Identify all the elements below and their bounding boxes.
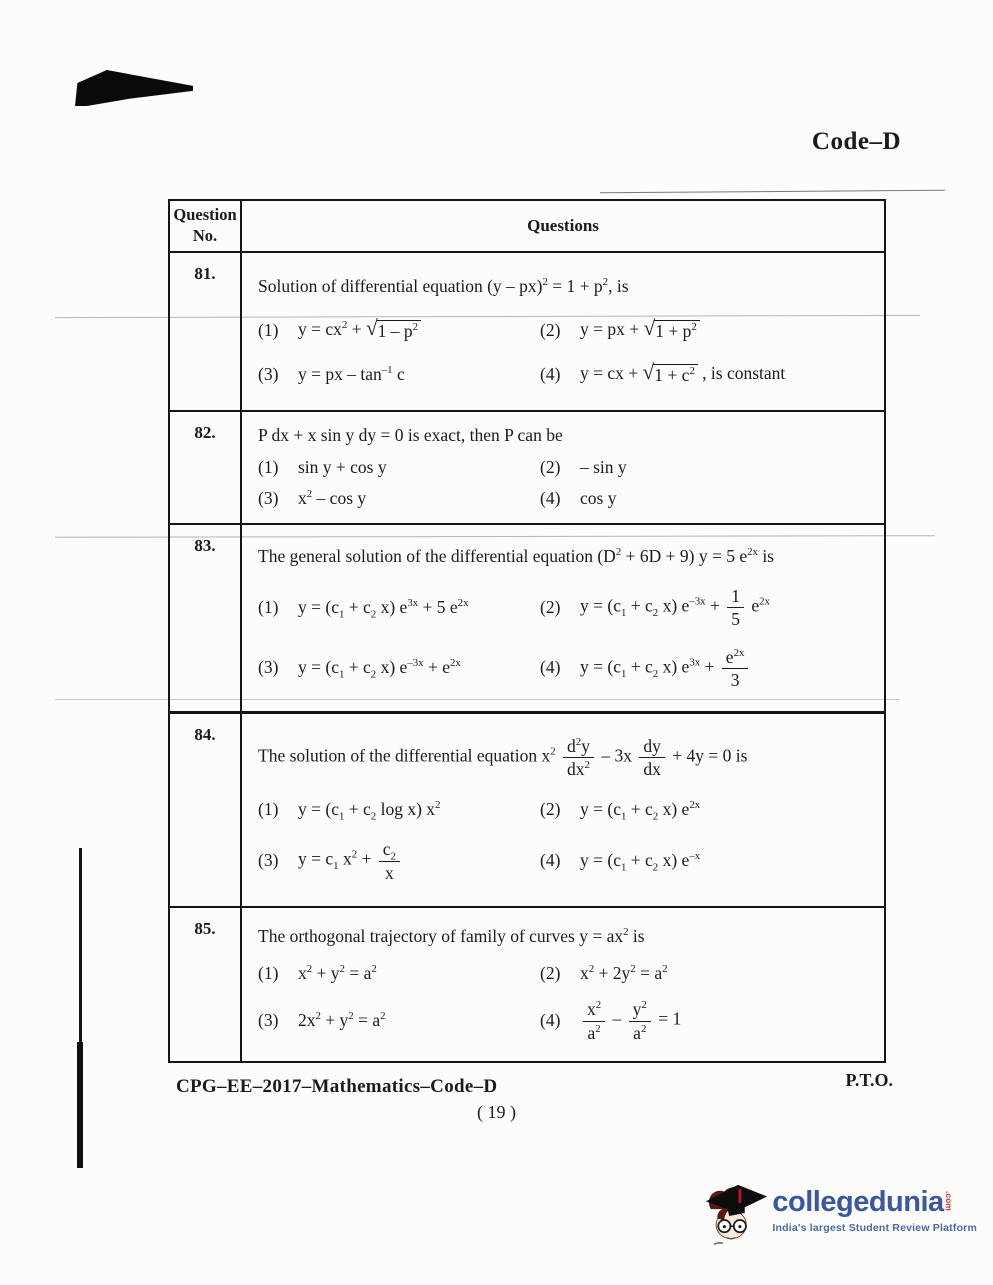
- option-math: $y = (c_1 + c_2$ x) $e^{-3x} + e^{2x}$: [298, 657, 461, 681]
- option-4: [540, 999, 874, 1042]
- option-math: $y = (c_1 + c_2$ log x) $x^2$: [298, 798, 441, 822]
- option-label: (2): [540, 798, 561, 819]
- question-text: Solution of differential equation $(y - px)^2 = 1 + p^2$, is: [258, 276, 629, 297]
- option-label: (3): [258, 488, 279, 509]
- option-1: [258, 799, 540, 820]
- option-label: (1): [258, 320, 279, 341]
- question-number: 81.: [170, 253, 242, 410]
- option-3: [258, 839, 540, 882]
- option-2: [540, 457, 874, 478]
- option-2: [540, 963, 874, 984]
- option-math: $x^2 + 2y^2 = a^2$: [580, 963, 668, 984]
- option-label: (1): [258, 963, 279, 984]
- question-number: 82.: [170, 412, 242, 523]
- option-math: y = cx + √ $1 + c^2$ , is constant: [580, 359, 786, 385]
- option-3: [258, 364, 540, 385]
- collegedunia-brand-suffix: .com: [944, 1191, 955, 1211]
- option-2: [540, 799, 874, 820]
- question-row-84: [170, 714, 884, 908]
- scan-artifact-vertical-line: [79, 848, 82, 1044]
- option-math: $y = (c_1 + c_2$ x) $e^{2x}$: [580, 798, 701, 822]
- scan-artifact-blob: [75, 70, 193, 106]
- options-row: [258, 316, 874, 342]
- collegedunia-logo[interactable]: [700, 1180, 977, 1248]
- question-text: The solution of the differential equation $x^2$ $\frac{d^2y}{dx^2}$ – 3x $\frac{dy}{dx}$ + 4y = 0 is: [258, 735, 748, 780]
- option-math: y = px + √ $1 + p^2$: [580, 319, 700, 342]
- option-label: (2): [540, 457, 561, 478]
- option-math: y = px – $\tan^{-1} c$: [298, 363, 405, 384]
- options-row: [258, 488, 874, 509]
- option-math: $y = c_1$ $x^2$ + $\frac{c_2}{x}$: [298, 839, 403, 882]
- option-math: $\frac{x^2}{a^2}$ – $\frac{y^2}{a^2}$ = 1: [580, 999, 681, 1042]
- option-math: $y = (c_1 + c_2$ x) $e^{-3x}$ + $\frac{1}{5}$ $e^{2x}$: [580, 586, 770, 630]
- question-row-85: [170, 908, 884, 1061]
- question-number: 84.: [170, 714, 242, 906]
- option-label: (2): [540, 963, 561, 984]
- column-header-questions: Questions: [527, 216, 599, 235]
- option-label: (2): [540, 596, 561, 617]
- option-label: (3): [258, 850, 279, 871]
- collegedunia-brand-text: collegedunia: [772, 1186, 944, 1218]
- option-4: [540, 359, 874, 386]
- option-label: (4): [540, 657, 561, 678]
- option-label: (3): [258, 657, 279, 678]
- collegedunia-mascot-icon: [700, 1180, 772, 1248]
- options-row: [258, 839, 874, 882]
- option-2: [540, 316, 874, 342]
- options-row: [258, 799, 874, 820]
- option-1: [258, 316, 540, 342]
- option-4: [540, 488, 874, 509]
- option-math: $2x^2 + y^2 = a^2$: [298, 1010, 386, 1031]
- column-header-question-no: Question No.: [170, 201, 242, 251]
- option-2: [540, 586, 874, 629]
- options-row: [258, 963, 874, 984]
- option-label: (2): [540, 320, 561, 341]
- paper-code-label: Code–D: [811, 128, 901, 155]
- scan-artifact-skew-line: [600, 190, 945, 193]
- option-math: $x^2$ – cos y: [298, 488, 367, 509]
- options-row: [258, 999, 874, 1042]
- option-math: $y = (c_1 + c_2$ x) $e^{3x} + 5$ $e^{2x}$: [298, 596, 469, 621]
- option-3: [258, 1010, 540, 1031]
- question-number: 85.: [170, 908, 242, 1061]
- option-math: $y = (c_1 + c_2$ x) $e^{-x}$: [580, 850, 701, 874]
- option-3: [258, 488, 540, 509]
- question-text: The general solution of the differential equation $(D^2 + 6D + 9) y = 5$ $e^{2x}$ is: [258, 545, 774, 566]
- question-row-81: [170, 253, 884, 412]
- options-row: [258, 647, 874, 690]
- option-3: [258, 657, 540, 681]
- pto-label: P.T.O.: [845, 1070, 893, 1090]
- option-label: (3): [258, 363, 279, 384]
- option-4: [540, 850, 874, 874]
- option-math: $x^2 + y^2 = a^2$: [298, 963, 377, 984]
- option-math: sin y + cos y: [298, 457, 387, 478]
- option-4: [540, 647, 874, 690]
- option-label: (1): [258, 596, 279, 617]
- footer-paper-code: CPG–EE–2017–Mathematics–Code–D: [176, 1076, 498, 1097]
- options-row: [258, 457, 874, 478]
- option-label: (4): [540, 850, 561, 871]
- option-math: cos y: [580, 488, 617, 509]
- option-math: – sin y: [580, 457, 627, 478]
- question-number: 83.: [170, 525, 242, 711]
- option-label: (1): [258, 798, 279, 819]
- option-label: (3): [258, 1010, 279, 1031]
- question-text: The orthogonal trajectory of family of curves $y = ax^2$ is: [258, 925, 645, 946]
- option-label: (4): [540, 488, 561, 509]
- options-row: [258, 359, 874, 386]
- question-text: P dx + x sin y dy = 0 is exact, then P can be: [258, 424, 563, 445]
- option-label: (4): [540, 1010, 561, 1031]
- page-number: ( 19 ): [477, 1102, 516, 1122]
- option-math: $y = cx^2$ + √ $1 - p^2$: [298, 319, 421, 342]
- collegedunia-tagline: India's largest Student Review Platform: [772, 1222, 977, 1234]
- table-header-row: [170, 201, 884, 253]
- question-table: [168, 199, 886, 1063]
- option-1: [258, 596, 540, 621]
- option-label: (4): [540, 363, 561, 384]
- question-row-83: [170, 525, 884, 714]
- question-row-82: [170, 412, 884, 525]
- options-row: [258, 586, 874, 629]
- option-1: [258, 963, 540, 984]
- option-label: (1): [258, 457, 279, 478]
- option-1: [258, 457, 540, 478]
- option-math: $y = (c_1 + c_2$ x) $e^{3x}$ + $\frac{e^{2x}}{3}$: [580, 647, 751, 690]
